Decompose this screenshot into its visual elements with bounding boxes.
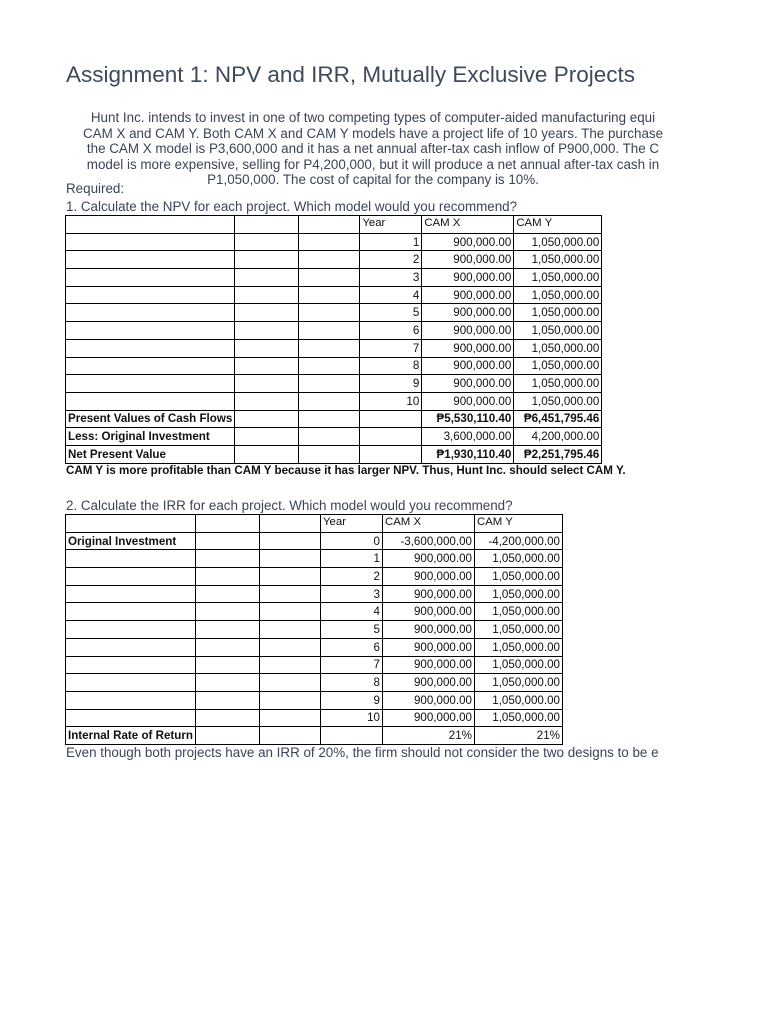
year-cell: 10 — [320, 709, 382, 727]
cam-x-value: 900,000.00 — [382, 585, 474, 603]
year-cell: 10 — [360, 392, 422, 410]
year-cell: 3 — [320, 585, 382, 603]
year-cell: 8 — [360, 357, 422, 375]
cam-x-value: 900,000.00 — [382, 568, 474, 586]
cam-y-value: 1,050,000.00 — [474, 603, 562, 621]
cam-y-value: 1,050,000.00 — [474, 638, 562, 656]
cam-x-value: 21% — [382, 727, 474, 745]
year-cell: 5 — [360, 304, 422, 322]
row-label: Present Values of Cash Flows — [66, 410, 235, 428]
cam-x-value: 900,000.00 — [422, 269, 514, 287]
year-cell: 7 — [320, 656, 382, 674]
cam-y-header: CAM Y — [514, 216, 602, 234]
table-row — [66, 357, 602, 375]
cam-y-value: ₱2,251,795.46 — [514, 445, 602, 463]
table-row — [66, 251, 602, 269]
table-row — [66, 638, 563, 656]
irr-table — [65, 514, 563, 745]
cam-y-value: 1,050,000.00 — [474, 656, 562, 674]
table-row — [66, 656, 563, 674]
year-cell: 4 — [360, 286, 422, 304]
cam-y-value: 1,050,000.00 — [474, 621, 562, 639]
cam-x-value: 900,000.00 — [422, 304, 514, 322]
cam-y-value: 1,050,000.00 — [474, 691, 562, 709]
investment-row — [66, 532, 563, 550]
row-label: Original Investment — [66, 532, 196, 550]
cam-x-value: 900,000.00 — [422, 375, 514, 393]
table-row — [66, 233, 602, 251]
irr-conclusion: Even though both projects have an IRR of 20%, the firm should not consider the two designs to be e — [66, 745, 659, 760]
cam-y-value: 1,050,000.00 — [474, 550, 562, 568]
intro-paragraph — [66, 110, 680, 188]
cam-x-value: 900,000.00 — [422, 251, 514, 269]
npv-table — [65, 215, 602, 464]
cam-y-value: 4,200,000.00 — [514, 428, 602, 446]
table-row — [66, 585, 563, 603]
question-1: 1. Calculate the NPV for each project. Which model would you recommend? — [66, 199, 518, 214]
npv-conclusion: CAM Y is more profitable than CAM Y because it has larger NPV. Thus, Hunt Inc. should select CAM Y. — [66, 464, 626, 477]
year-cell: 5 — [320, 621, 382, 639]
cam-y-value: 1,050,000.00 — [474, 568, 562, 586]
cam-x-value: 900,000.00 — [422, 233, 514, 251]
table-row — [66, 691, 563, 709]
row-label: Net Present Value — [66, 445, 235, 463]
year-cell: 2 — [360, 251, 422, 269]
cam-x-value: 900,000.00 — [382, 709, 474, 727]
year-cell: 4 — [320, 603, 382, 621]
table-row — [66, 339, 602, 357]
cam-y-value: 1,050,000.00 — [514, 392, 602, 410]
cam-x-value: ₱1,930,110.40 — [422, 445, 514, 463]
cam-y-value: 1,050,000.00 — [514, 322, 602, 340]
year-header: Year — [320, 515, 382, 533]
required-label: Required: — [66, 181, 125, 196]
cam-y-value: 1,050,000.00 — [514, 251, 602, 269]
cam-x-value: 900,000.00 — [382, 621, 474, 639]
row-label: Less: Original Investment — [66, 428, 235, 446]
year-cell: 9 — [320, 691, 382, 709]
cam-y-value: 1,050,000.00 — [474, 709, 562, 727]
cam-y-value: 1,050,000.00 — [474, 674, 562, 692]
present-value-row — [66, 410, 602, 428]
cam-x-value: 900,000.00 — [382, 674, 474, 692]
cam-y-value: 1,050,000.00 — [514, 375, 602, 393]
table-row — [66, 709, 563, 727]
year-cell: 0 — [320, 532, 382, 550]
year-cell: 3 — [360, 269, 422, 287]
cam-x-value: 900,000.00 — [382, 691, 474, 709]
cam-x-value: 900,000.00 — [382, 550, 474, 568]
table-row — [66, 304, 602, 322]
cam-y-value: 1,050,000.00 — [514, 269, 602, 287]
cam-x-value: 900,000.00 — [382, 638, 474, 656]
year-cell: 7 — [360, 339, 422, 357]
intro-line: model is more expensive, selling for P4,200,000, but it will produce a net annual after-tax cash in — [86, 156, 660, 172]
table-row — [66, 550, 563, 568]
cam-x-value: 3,600,000.00 — [422, 428, 514, 446]
cam-y-value: -4,200,000.00 — [474, 532, 562, 550]
cam-x-header: CAM X — [382, 515, 474, 533]
cam-x-value: 900,000.00 — [382, 603, 474, 621]
cam-x-value: 900,000.00 — [422, 392, 514, 410]
question-2: 2. Calculate the IRR for each project. Which model would you recommend? — [66, 498, 513, 513]
intro-line: Hunt Inc. intends to invest in one of two competing types of computer-aided manufacturing equi — [90, 110, 656, 125]
cam-y-value: ₱6,451,795.46 — [514, 410, 602, 428]
cam-x-value: -3,600,000.00 — [382, 532, 474, 550]
year-cell: 9 — [360, 375, 422, 393]
table-header-row — [66, 216, 602, 234]
cam-x-value: 900,000.00 — [422, 322, 514, 340]
year-cell: 1 — [320, 550, 382, 568]
cam-x-value: 900,000.00 — [382, 656, 474, 674]
table-row — [66, 322, 602, 340]
table-row — [66, 375, 602, 393]
table-header-row — [66, 515, 563, 533]
page-title: Assignment 1: NPV and IRR, Mutually Exclusive Projects — [66, 62, 635, 87]
irr-row — [66, 727, 563, 745]
table-row — [66, 568, 563, 586]
investment-row — [66, 428, 602, 446]
intro-line: the CAM X model is P3,600,000 and it has a net annual after-tax cash inflow of P900,000. The C — [86, 141, 660, 157]
cam-y-value: 1,050,000.00 — [514, 286, 602, 304]
row-label: Internal Rate of Return — [66, 727, 196, 745]
intro-line: CAM X and CAM Y. Both CAM X and CAM Y models have a project life of 10 years. The purchase — [82, 125, 664, 141]
cam-x-value: 900,000.00 — [422, 286, 514, 304]
table-row — [66, 674, 563, 692]
cam-y-value: 1,050,000.00 — [514, 233, 602, 251]
npv-row — [66, 445, 602, 463]
intro-line: P1,050,000. The cost of capital for the company is 10%. — [207, 172, 539, 188]
table-row — [66, 392, 602, 410]
cam-x-header: CAM X — [422, 216, 514, 234]
table-row — [66, 603, 563, 621]
cam-x-value: 900,000.00 — [422, 357, 514, 375]
cam-y-value: 21% — [474, 727, 562, 745]
cam-y-value: 1,050,000.00 — [514, 357, 602, 375]
table-row — [66, 621, 563, 639]
year-cell: 1 — [360, 233, 422, 251]
table-row — [66, 286, 602, 304]
year-cell: 6 — [360, 322, 422, 340]
cam-x-value: 900,000.00 — [422, 339, 514, 357]
year-cell: 6 — [320, 638, 382, 656]
year-header: Year — [360, 216, 422, 234]
cam-y-value: 1,050,000.00 — [514, 339, 602, 357]
table-row — [66, 269, 602, 287]
cam-y-header: CAM Y — [474, 515, 562, 533]
cam-y-value: 1,050,000.00 — [474, 585, 562, 603]
year-cell: 2 — [320, 568, 382, 586]
cam-x-value: ₱5,530,110.40 — [422, 410, 514, 428]
year-cell: 8 — [320, 674, 382, 692]
cam-y-value: 1,050,000.00 — [514, 304, 602, 322]
